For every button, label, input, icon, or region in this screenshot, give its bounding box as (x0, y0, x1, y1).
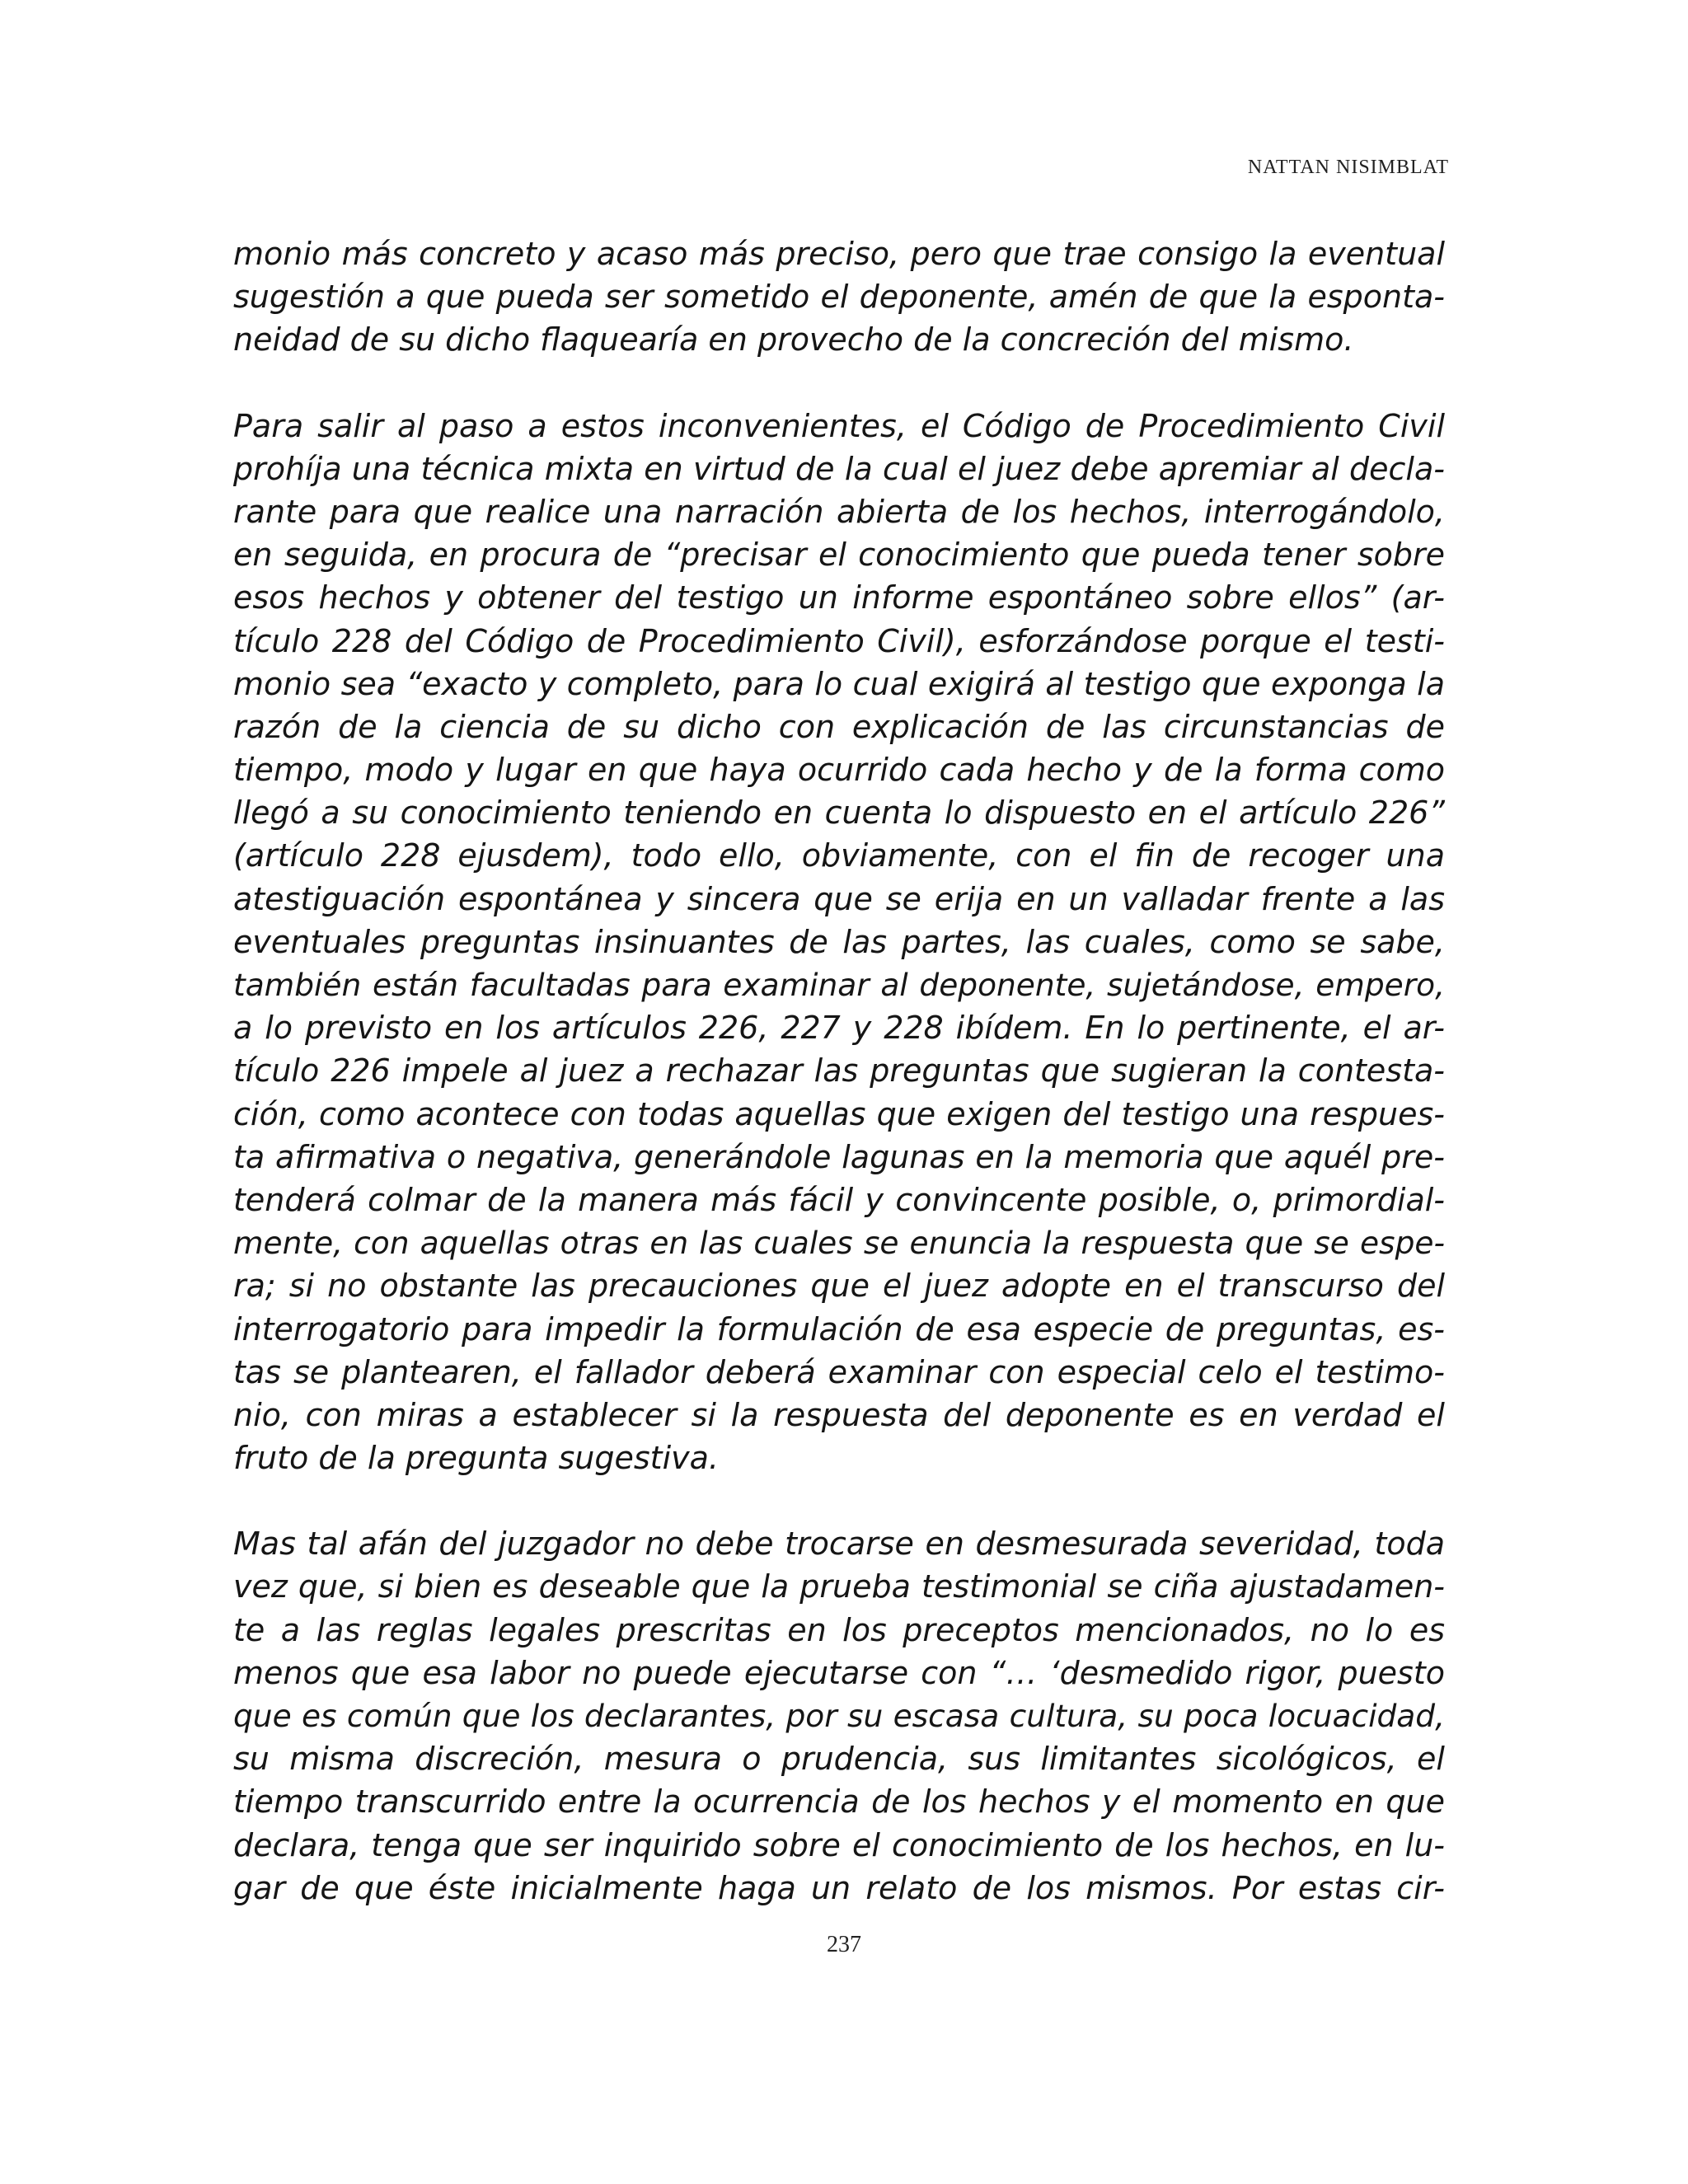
text-line: a lo previsto en los artículos 226, 227 y 228 ibídem. En lo pertinente, el ar- (233, 1010, 1445, 1047)
text-line: rante para que realice una narración abierta de los hechos, interrogándolo, (233, 493, 1445, 530)
text-line: nio, con miras a establecer si la respuesta del deponente es en verdad el (233, 1396, 1445, 1433)
text-line: tículo 228 del Código de Procedimiento Civil), esforzándose porque el testi- (233, 622, 1445, 659)
text-line: tenderá colmar de la manera más fácil y convincente posible, o, primordial- (233, 1181, 1445, 1218)
running-head: NATTAN NISIMBLAT (1247, 157, 1449, 178)
text-line: razón de la ciencia de su dicho con explicación de las circunstancias de (233, 708, 1445, 745)
text-line: neidad de su dicho flaquearía en provecho de la concreción del mismo. (233, 321, 1354, 359)
body-text (233, 232, 1445, 1952)
text-line: interrogatorio para impedir la formulación de esa especie de preguntas, es- (233, 1310, 1445, 1347)
text-line: atestiguación espontánea y sincera que se erija en un valladar frente a las (233, 880, 1445, 917)
text-line: Mas tal afán del juzgador no debe trocarse en desmesurada severidad, toda (233, 1526, 1445, 1563)
text-line: monio más concreto y acaso más preciso, pero que trae consigo la eventual (233, 236, 1445, 272)
paragraph-1 (233, 232, 1445, 362)
text-line: tiempo, modo y lugar en que haya ocurrido cada hecho y de la forma como (233, 752, 1445, 789)
page-number: 237 (827, 1932, 861, 1957)
text-line: eventuales preguntas insinuantes de las partes, las cuales, como se sabe, (233, 923, 1445, 960)
text-line: esos hechos y obtener del testigo un informe espontáneo sobre ellos” (ar- (233, 579, 1445, 616)
paragraph-3 (233, 1522, 1445, 1910)
text-line: prohíja una técnica mixta en virtud de la cual el juez debe apremiar al decla- (233, 450, 1445, 487)
text-line: tiempo transcurrido entre la ocurrencia de los hechos y el momento en que (233, 1783, 1445, 1821)
text-line: ra; si no obstante las precauciones que el juez adopte en el transcurso del (233, 1268, 1445, 1305)
text-line: su misma discreción, mesura o prudencia, sus limitantes sicológicos, el (233, 1741, 1445, 1778)
text-line: también están facultadas para examinar al deponente, sujetándose, empero, (233, 967, 1445, 1003)
text-line: monio sea “exacto y completo, para lo cual exigirá al testigo que exponga la (233, 665, 1445, 702)
text-line: en seguida, en procura de “precisar el conocimiento que pueda tener sobre (233, 537, 1445, 574)
text-line: gar de que éste inicialmente haga un relato de los mismos. Por estas cir- (233, 1869, 1445, 1906)
text-line: ta afirmativa o negativa, generándole lagunas en la memoria que aquél pre- (233, 1138, 1445, 1175)
text-line: ción, como acontece con todas aquellas que exigen del testigo una respues- (233, 1095, 1445, 1132)
text-line: que es común que los declarantes, por su escasa cultura, su poca locuacidad, (233, 1698, 1445, 1734)
text-line: menos que esa labor no puede ejecutarse con “… ‘desmedido rigor, puesto (233, 1654, 1445, 1691)
text-line: Para salir al paso a estos inconvenientes, el Código de Procedimiento Civil (233, 407, 1445, 444)
text-line: mente, con aquellas otras en las cuales se enuncia la respuesta que se espe- (233, 1225, 1445, 1262)
text-line: vez que, si bien es deseable que la prueba testimonial se ciña ajustadamen- (233, 1568, 1445, 1605)
paragraph-2 (233, 405, 1445, 1480)
text-line: declara, tenga que ser inquirido sobre el conocimiento de los hechos, en lu- (233, 1826, 1445, 1863)
text-line: te a las reglas legales prescritas en los preceptos mencionados, no lo es (233, 1611, 1445, 1648)
text-line: (artículo 228 ejusdem), todo ello, obviamente, con el fin de recoger una (233, 837, 1445, 874)
text-line: tas se plantearen, el fallador deberá examinar con especial celo el testimo- (233, 1353, 1445, 1390)
text-line: tículo 226 impele al juez a rechazar las preguntas que sugieran la contesta- (233, 1052, 1445, 1090)
text-line: fruto de la pregunta sugestiva. (233, 1440, 719, 1477)
text-line: llegó a su conocimiento teniendo en cuenta lo dispuesto en el artículo 226” (233, 794, 1445, 832)
text-line: sugestión a que pueda ser sometido el deponente, amén de que la esponta- (233, 279, 1445, 316)
